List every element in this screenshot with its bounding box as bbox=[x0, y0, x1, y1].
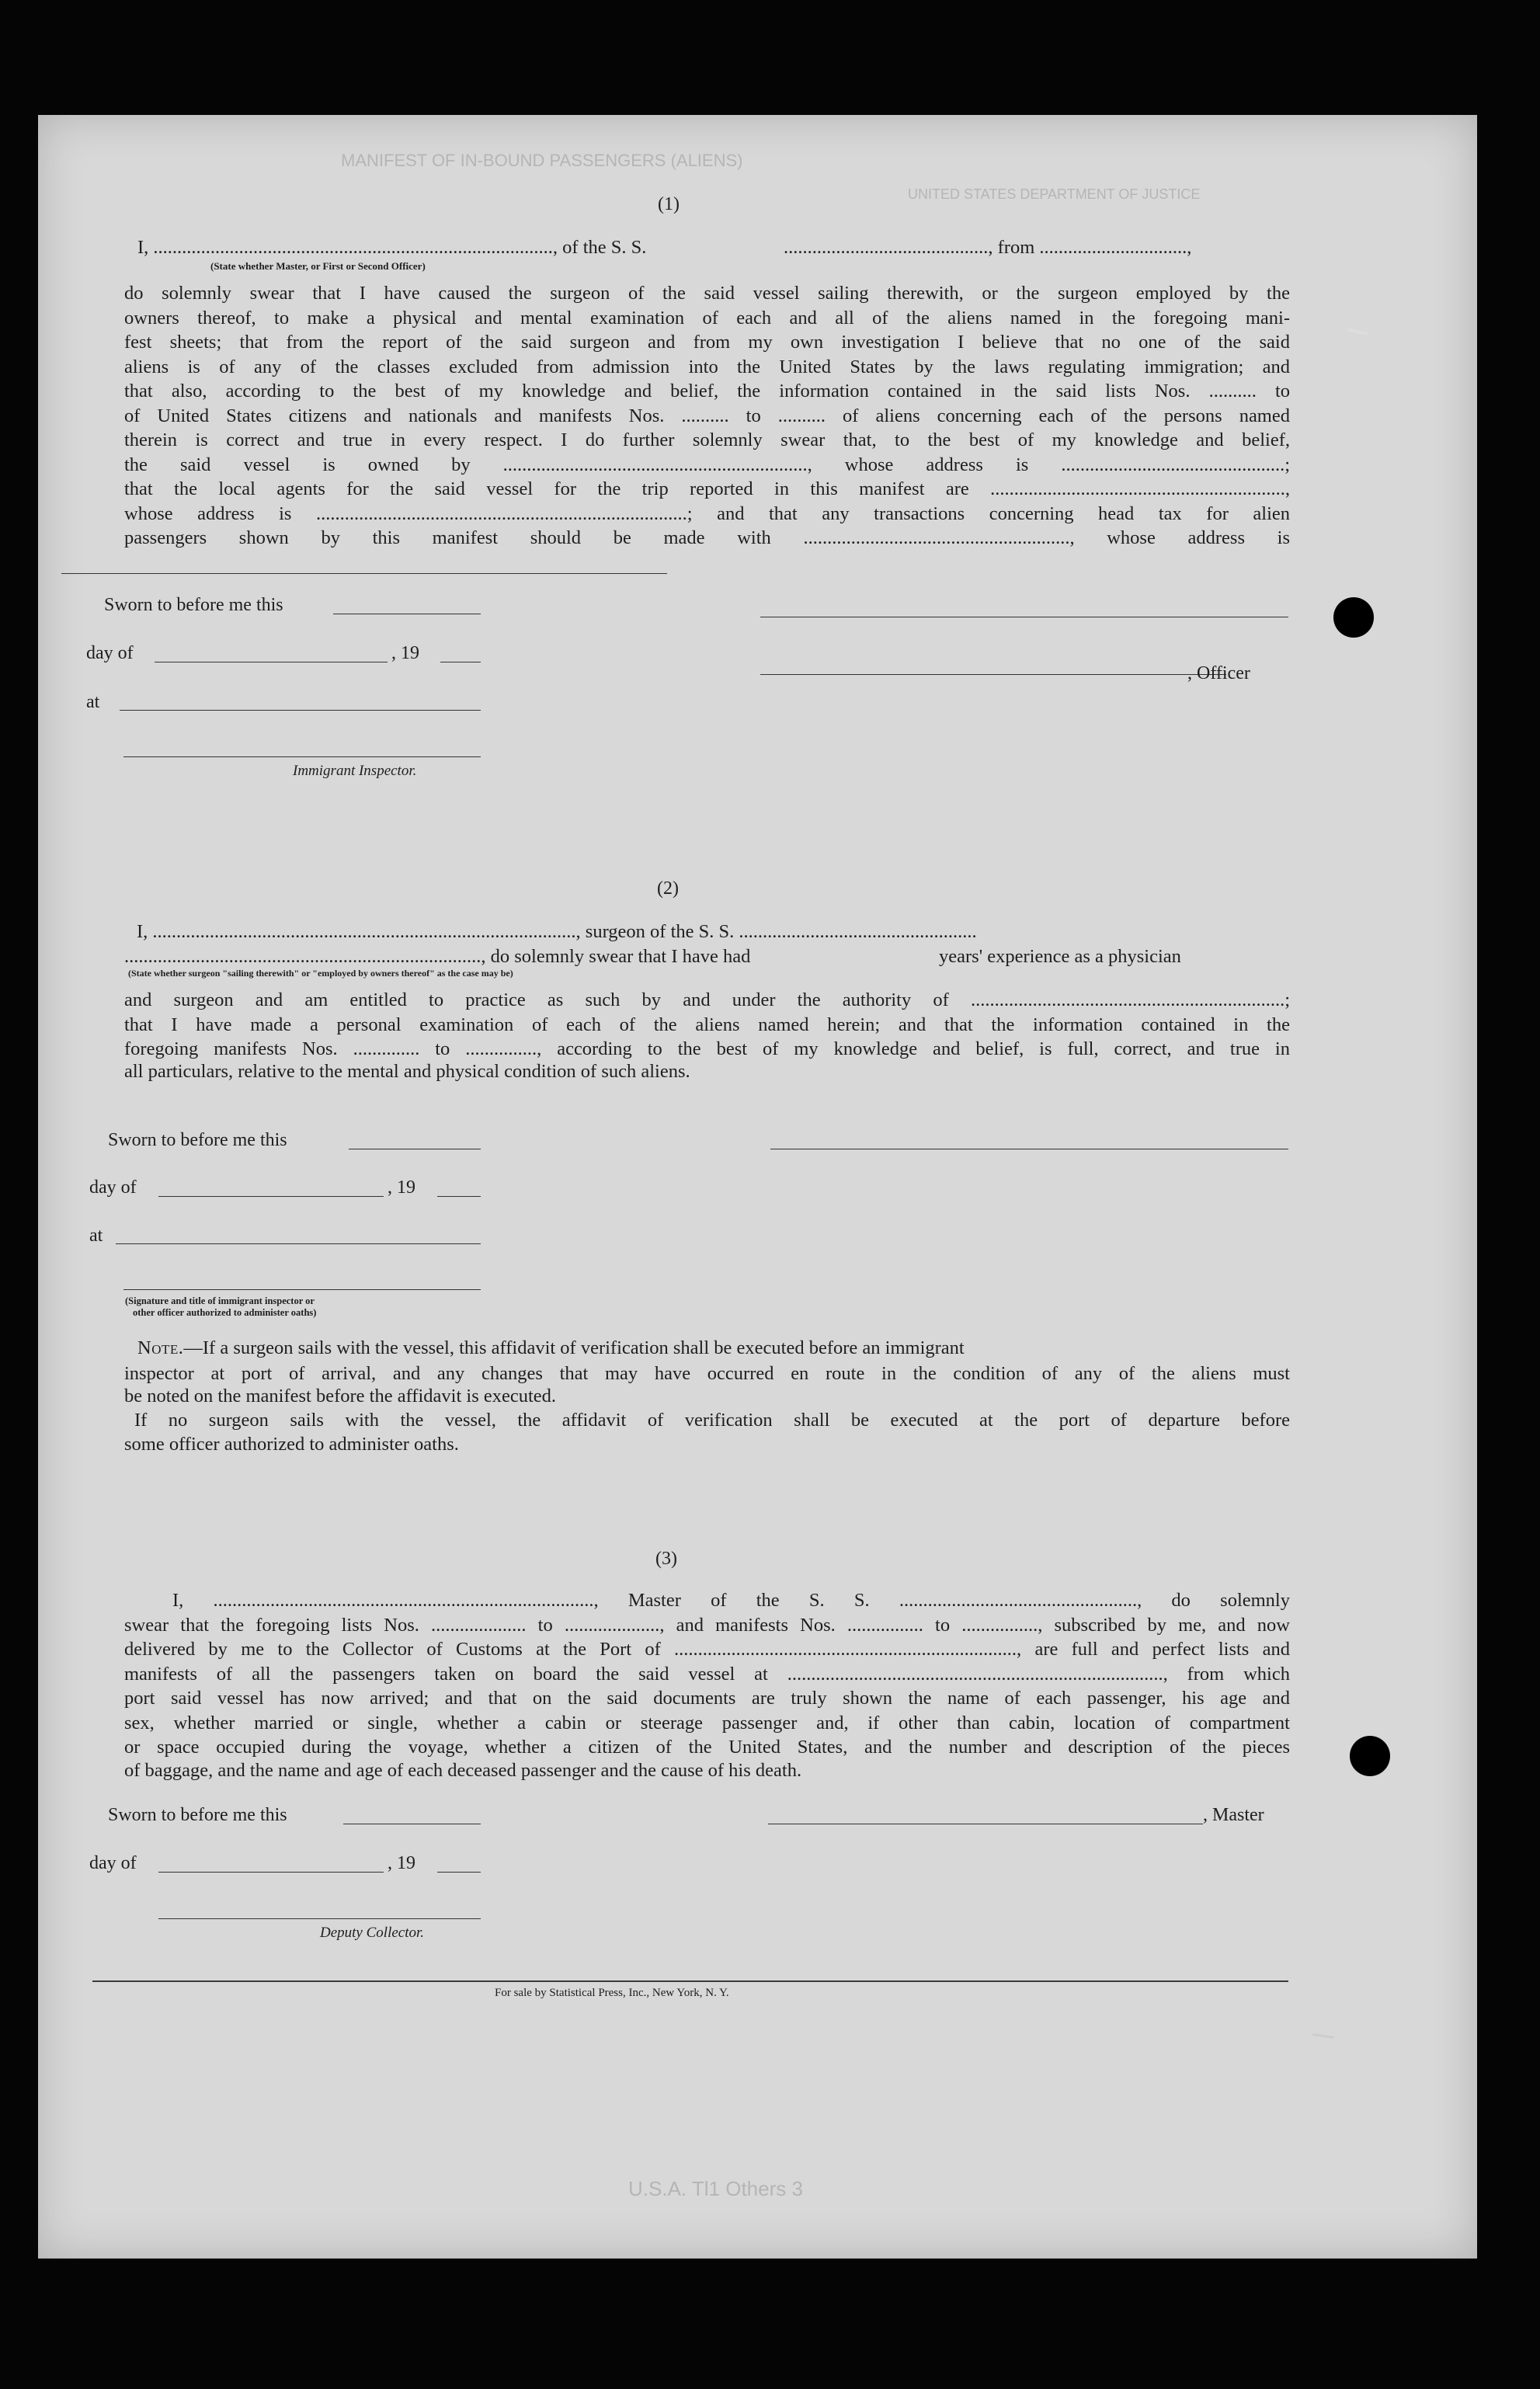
paragraph-line: swear that the foregoing lists Nos. .................... to ...................., and manifests Nos. ................ to ................, subscribed by me, and now bbox=[124, 1614, 1290, 1636]
paragraph-line: aliens is of any of the classes excluded from admission into the United States by the laws regulating immigration; and bbox=[124, 356, 1290, 377]
footer-rule bbox=[92, 1980, 1288, 1982]
caption: (State whether surgeon "sailing therewith" or "employed by owners thereof" as the case may be) bbox=[128, 968, 513, 979]
sworn-label: Sworn to before me this bbox=[104, 595, 283, 615]
day-of-label: day of bbox=[86, 643, 134, 663]
paragraph-line: passengers shown by this manifest should be made with ........................................................, whose address is bbox=[124, 527, 1290, 548]
paragraph-line: that I have made a personal examination of each of the aliens named herein; and that the information contained in the bbox=[124, 1014, 1290, 1035]
paragraph-line: foregoing manifests Nos. .............. to ..............., according to the best of my knowledge and belief, is full, correct, and true in bbox=[124, 1038, 1290, 1059]
year-label: , 19 bbox=[388, 1177, 415, 1198]
oath-paragraph bbox=[124, 281, 1290, 551]
paragraph-line: whose address is ..............................................................................; and that any transactions concerning head tax for alien bbox=[124, 502, 1290, 524]
paragraph-line: port said vessel has now arrived; and that on the said documents are truly shown the name of each passenger, his age and bbox=[124, 1688, 1290, 1709]
day-line bbox=[158, 1872, 384, 1873]
paragraph-last-line: all particulars, relative to the mental and physical condition of such aliens. bbox=[124, 1061, 690, 1082]
year-line bbox=[437, 1196, 481, 1197]
year-label: , 19 bbox=[388, 1853, 415, 1873]
affiant-line: I, ...................................................................................., of the S. S. bbox=[137, 237, 647, 258]
officer-label: , Officer bbox=[1187, 663, 1250, 683]
at-line bbox=[120, 710, 481, 711]
note-label: Note. bbox=[137, 1337, 184, 1358]
paragraph-line: of United States citizens and nationals and manifests Nos. .......... to .......... of aliens concerning each of the persons named bbox=[124, 405, 1290, 426]
day-line bbox=[158, 1196, 384, 1197]
day-of-label: day of bbox=[89, 1177, 137, 1198]
caption: (State whether Master, or First or Second Officer) bbox=[210, 260, 426, 272]
paragraph-line: delivered by me to the Collector of Customs at the Port of ........................................................................, are full and perfect lists and bbox=[124, 1639, 1290, 1660]
paragraph-line: the said vessel is owned by ................................................................, whose address is ...............................................; bbox=[124, 454, 1290, 475]
experience-label: years' experience as a physician bbox=[939, 946, 1181, 967]
paragraph-line: sex, whether married or single, whether a cabin or steerage passenger and, if other than cabin, location of compartment bbox=[124, 1712, 1290, 1734]
day-of-label: day of bbox=[89, 1853, 137, 1873]
note-line bbox=[137, 1337, 965, 1359]
bleed-through-text: UNITED STATES DEPARTMENT OF JUSTICE bbox=[908, 186, 1201, 202]
at-label: at bbox=[86, 692, 100, 712]
deputy-label: Deputy Collector. bbox=[320, 1925, 425, 1941]
paragraph-line: that also, according to the best of my knowledge and belief, the information contained in the said lists Nos. .......... to bbox=[124, 381, 1290, 402]
note-paragraph bbox=[124, 1361, 1290, 1386]
bleed-through-text: U.S.A. Tl1 Others 3 bbox=[628, 2177, 803, 2200]
affiant-line-right: ..........................................., from ..............................., bbox=[784, 237, 1192, 258]
deputy-signature-line bbox=[158, 1918, 481, 1919]
inspector-label: Immigrant Inspector. bbox=[293, 763, 417, 779]
paragraph-line: or space occupied during the voyage, whether a citizen of the United States, and the number and description of the pieces bbox=[124, 1737, 1290, 1758]
paragraph-line: and surgeon and am entitled to practice as such by and under the authority of ..................................................................; bbox=[124, 989, 1290, 1010]
signature-line bbox=[61, 573, 667, 574]
at-label: at bbox=[89, 1226, 103, 1246]
signature-caption: other officer authorized to administer oaths) bbox=[133, 1307, 317, 1318]
master-label: , Master bbox=[1203, 1805, 1264, 1825]
paragraph-line: fest sheets; that from the report of the said surgeon and from my own investigation I believe that no one of the said bbox=[124, 332, 1290, 353]
paragraph-line: that the local agents for the said vessel for the trip reported in this manifest are .............................................................., bbox=[124, 478, 1290, 499]
bleed-through-text: MANIFEST OF IN-BOUND PASSENGERS (ALIENS) bbox=[341, 151, 743, 170]
surgeon-paragraph bbox=[124, 988, 1290, 1062]
officer-signature-line bbox=[123, 1289, 481, 1290]
paragraph-line: do solemnly swear that I have caused the surgeon of the said vessel sailing therewith, or the surgeon employed by the bbox=[124, 283, 1290, 304]
paragraph-line: therein is correct and true in every respect. I do further solemnly swear that, to the best of my knowledge and belief, bbox=[124, 429, 1290, 450]
paragraph-line: inspector at port of arrival, and any changes that may have occurred en route in the condition of any of the aliens must bbox=[124, 1363, 1290, 1384]
officer-line bbox=[760, 674, 1226, 675]
inspector-signature-line bbox=[123, 756, 481, 757]
note2-line: If no surgeon sails with the vessel, the affidavit of verification shall be executed at the port of departure before bbox=[134, 1410, 1290, 1431]
note-text: —If a surgeon sails with the vessel, this affidavit of verification shall be executed before an immigrant bbox=[183, 1337, 965, 1358]
surgeon-line-2: ..........................................................................., do solemnly swear that I have had bbox=[124, 946, 751, 967]
paragraph-line: owners thereof, to make a physical and mental examination of each and all of the aliens named in the foregoing mani- bbox=[124, 307, 1290, 329]
note2-last-line: some officer authorized to administer oaths. bbox=[124, 1434, 459, 1455]
punch-hole bbox=[1333, 597, 1374, 638]
surgeon-line: I, ........................................................................................., surgeon of the S. S. .................................................. bbox=[137, 921, 977, 942]
note-last-line: be noted on the manifest before the affidavit is executed. bbox=[124, 1386, 557, 1407]
section-number: (1) bbox=[658, 194, 680, 214]
paragraph-line: manifests of all the passengers taken on board the said vessel at ..............................................................................., from which bbox=[124, 1663, 1290, 1685]
punch-hole bbox=[1350, 1736, 1390, 1776]
form-sheet bbox=[38, 115, 1477, 2259]
section-number: (2) bbox=[657, 878, 679, 899]
master-paragraph bbox=[124, 1588, 1290, 1760]
paragraph-line: I, ................................................................................, Master of the S. S. .................................................., do solemnly bbox=[172, 1590, 1290, 1611]
at-line bbox=[116, 1243, 481, 1244]
sworn-label: Sworn to before me this bbox=[108, 1805, 287, 1825]
year-line bbox=[437, 1872, 481, 1873]
sworn-label: Sworn to before me this bbox=[108, 1130, 287, 1150]
year-label: , 19 bbox=[391, 643, 419, 663]
signature-caption: (Signature and title of immigrant inspector or bbox=[125, 1295, 315, 1306]
paragraph-last-line: of baggage, and the name and age of each deceased passenger and the cause of his death. bbox=[124, 1760, 802, 1781]
section-number: (3) bbox=[655, 1549, 677, 1569]
printer-imprint: For sale by Statistical Press, Inc., New York, N. Y. bbox=[495, 1987, 729, 1999]
